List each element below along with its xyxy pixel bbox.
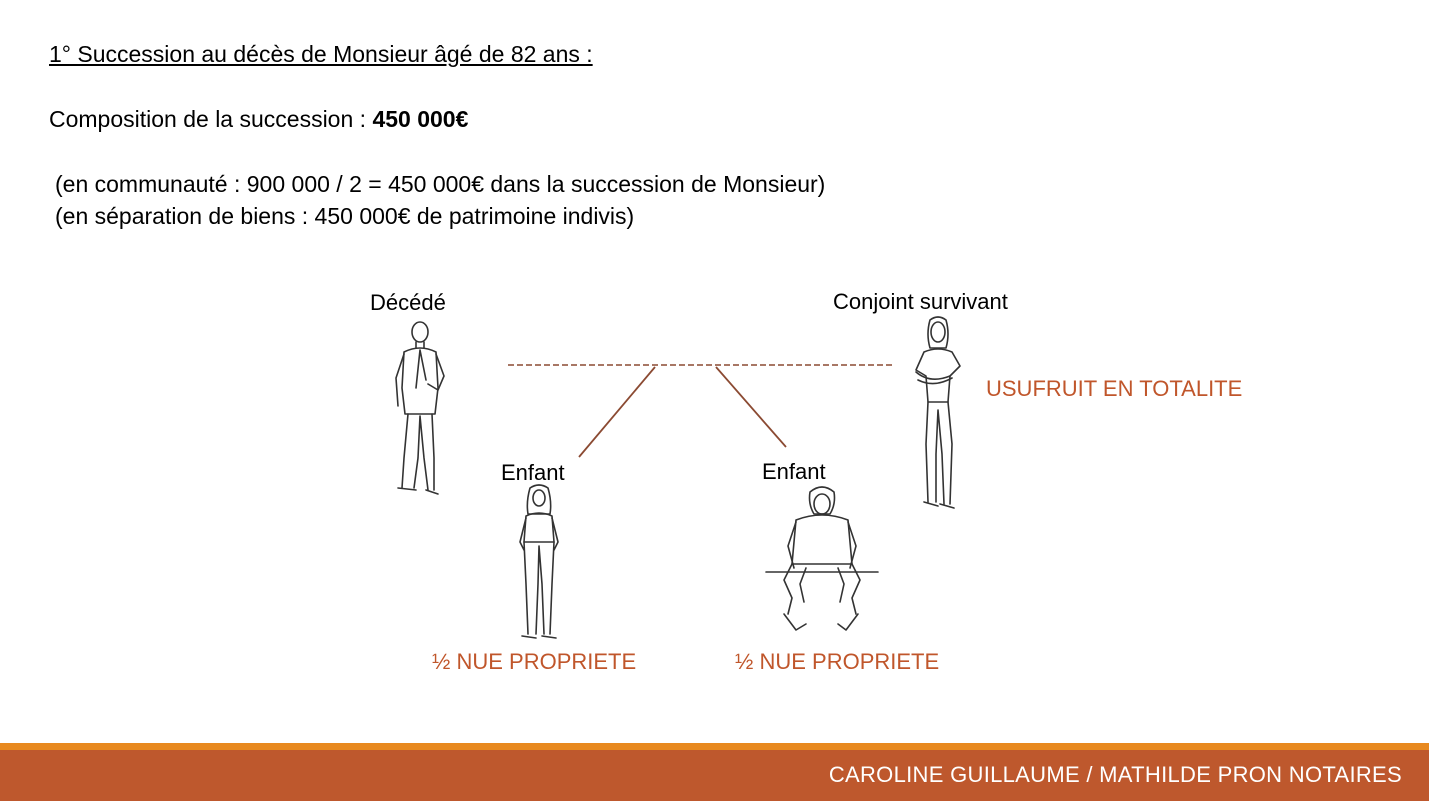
- composition-value: 450 000€: [372, 106, 469, 132]
- footer-stripe: [0, 743, 1429, 750]
- composition-label: Composition de la succession :: [49, 106, 373, 132]
- child-1-connector: [579, 367, 655, 457]
- slide-title: 1° Succession au décès de Monsieur âgé de 82 ans :: [49, 41, 593, 67]
- child-2-boy-icon: [766, 484, 880, 634]
- child-2-connector: [716, 367, 786, 447]
- footer-bar: [0, 750, 1429, 801]
- child-1-girl-icon: [514, 484, 564, 642]
- child-1-share: ½ NUE PROPRIETE: [432, 649, 637, 674]
- deceased-label: Décédé: [370, 290, 446, 315]
- child-2-label: Enfant: [762, 459, 826, 484]
- child-1-label: Enfant: [501, 460, 565, 485]
- footer-text: CAROLINE GUILLAUME / MATHILDE PRON NOTAIRES: [828, 762, 1402, 787]
- deceased-man-icon: [388, 318, 452, 498]
- note-communaute: (en communauté : 900 000 / 2 = 450 000€ dans la succession de Monsieur): [55, 171, 826, 197]
- spouse-woman-icon: [906, 314, 970, 514]
- spouse-share: USUFRUIT EN TOTALITE: [986, 376, 1243, 401]
- child-2-share: ½ NUE PROPRIETE: [735, 649, 940, 674]
- note-separation: (en séparation de biens : 450 000€ de patrimoine indivis): [55, 203, 635, 229]
- spouse-label: Conjoint survivant: [833, 289, 1008, 314]
